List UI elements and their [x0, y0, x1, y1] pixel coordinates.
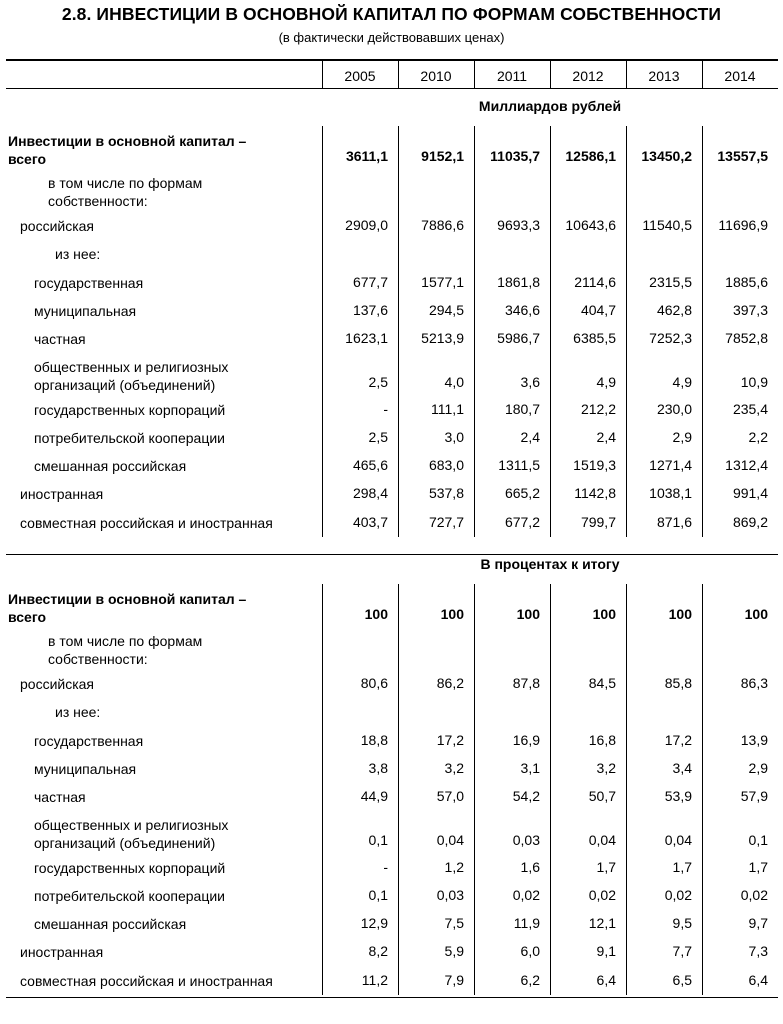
table-cell: 404,7 — [580, 301, 616, 318]
row-label — [34, 788, 86, 806]
table-cell: 16,8 — [588, 731, 616, 748]
row-label — [20, 943, 103, 961]
table-cell: 86,2 — [436, 675, 464, 691]
year-header: 2013 — [648, 68, 680, 84]
table-cell: 3,2 — [596, 759, 616, 776]
table-cell: 298,4 — [352, 485, 388, 502]
row-label-line: всего — [8, 151, 47, 167]
table-cell: 677,7 — [352, 273, 388, 290]
table-cell: 3,2 — [444, 759, 464, 776]
row-label-line: государственная — [34, 732, 144, 749]
table-cell: 6,2 — [520, 971, 540, 988]
table-cell: 0,1 — [748, 831, 768, 848]
table-cell: 5986,7 — [497, 330, 540, 347]
table-cell: 212,2 — [580, 400, 616, 417]
table-cell: 13,9 — [740, 731, 768, 748]
table-cell: 11,2 — [361, 971, 388, 988]
column-divider — [322, 126, 323, 537]
table-cell: 11696,9 — [718, 217, 768, 233]
table-cell: 1,7 — [672, 858, 692, 875]
row-label — [20, 485, 103, 503]
row-label-line: муниципальная — [34, 302, 137, 319]
table-cell: 235,4 — [732, 400, 768, 417]
table-cell: 2,5 — [368, 428, 388, 445]
table-cell: 7252,3 — [649, 330, 692, 347]
table-cell: 677,2 — [504, 513, 540, 530]
table-cell: 0,04 — [436, 831, 464, 848]
table-cell: 3,1 — [520, 759, 540, 776]
table-cell: 9,5 — [672, 915, 692, 932]
row-label — [20, 972, 273, 990]
row-label-line: Инвестиции в основной капитал – — [8, 133, 247, 149]
table-cell: 100 — [744, 606, 768, 622]
table-cell: 727,7 — [428, 513, 464, 530]
row-label-line: государственных корпораций — [34, 401, 226, 418]
table-cell: 6,4 — [596, 971, 616, 988]
table-cell: 0,02 — [588, 886, 616, 903]
table-cell: 2315,5 — [649, 273, 692, 290]
table-cell: 7852,8 — [725, 330, 768, 347]
row-label-line: совместная российская и иностранная — [20, 972, 273, 989]
table-cell: 1,6 — [520, 858, 540, 875]
table-cell: 403,7 — [352, 513, 388, 530]
row-label-line: организаций (объединений) — [34, 376, 216, 393]
row-label — [34, 816, 228, 852]
row-label — [34, 859, 225, 877]
row-label — [34, 732, 143, 750]
table-cell: 0,03 — [512, 831, 540, 848]
table-cell: 0,04 — [664, 831, 692, 848]
table-cell: 9,7 — [748, 915, 768, 932]
table-cell: 0,04 — [588, 831, 616, 848]
column-divider — [550, 126, 551, 537]
table-cell: 12,9 — [360, 915, 388, 932]
table-cell: 0,02 — [664, 886, 692, 903]
table-cell: 5213,9 — [421, 330, 464, 347]
table-title: 2.8. ИНВЕСТИЦИИ В ОСНОВНОЙ КАПИТАЛ ПО ФОРМАМ СОБСТВЕННОСТИ — [61, 4, 722, 24]
table-cell: 4,9 — [672, 373, 692, 390]
table-cell: 11035,7 — [490, 148, 540, 164]
row-label-line: смешанная российская — [34, 916, 187, 933]
table-cell: 0,02 — [740, 886, 768, 903]
row-label-line: Инвестиции в основной капитал – — [8, 591, 247, 607]
row-label — [55, 245, 100, 263]
table-cell: 1,7 — [596, 858, 616, 875]
column-divider — [702, 584, 703, 995]
table-cell: 11540,5 — [642, 217, 692, 233]
table-cell: 100 — [668, 606, 692, 622]
table-cell: 537,8 — [428, 485, 464, 502]
row-label-line: в том числе по формам — [48, 175, 203, 191]
row-label — [20, 217, 94, 235]
row-label — [34, 429, 225, 447]
table-cell: 100 — [364, 606, 388, 622]
year-header: 2014 — [724, 68, 756, 84]
table-cell: 2,4 — [596, 428, 616, 445]
table-cell: 799,7 — [580, 513, 616, 530]
table-cell: 871,6 — [656, 513, 692, 530]
table-cell: 0,1 — [368, 831, 388, 848]
row-label-line: иностранная — [20, 944, 104, 961]
table-cell: 7886,6 — [421, 217, 464, 233]
table-cell: 1,7 — [748, 858, 768, 875]
table-cell: 294,5 — [428, 301, 464, 318]
table-cell: 869,2 — [732, 513, 768, 530]
table-cell: 2,9 — [672, 428, 692, 445]
row-label — [34, 401, 225, 419]
table-cell: 85,8 — [664, 675, 692, 691]
table-cell: 9,1 — [596, 943, 616, 960]
table-cell: 1623,1 — [345, 330, 388, 347]
row-label-line: иностранная — [20, 486, 104, 503]
row-label-line: организаций (объединений) — [34, 834, 216, 851]
row-label — [34, 302, 136, 320]
row-label-line: собственности: — [48, 651, 148, 667]
column-divider — [702, 126, 703, 537]
table-cell: 10,9 — [740, 373, 768, 390]
row-label-line: муниципальная — [34, 760, 137, 777]
table-cell: 12586,1 — [565, 148, 616, 164]
row-label-line: частная — [34, 789, 86, 806]
row-label — [55, 703, 100, 721]
table-cell: 17,2 — [664, 731, 692, 748]
column-divider — [626, 584, 627, 995]
table-cell: 57,0 — [436, 788, 464, 805]
table-cell: 5,9 — [444, 943, 464, 960]
table-cell: 16,9 — [512, 731, 540, 748]
section-heading: Миллиардов рублей — [478, 98, 622, 114]
table-cell: 0,1 — [368, 886, 388, 903]
row-label — [34, 358, 228, 394]
table-cell: 230,0 — [656, 400, 692, 417]
table-cell: 0,03 — [436, 886, 464, 903]
column-divider — [398, 584, 399, 995]
column-divider — [474, 126, 475, 537]
table-cell: 2,5 — [368, 373, 388, 390]
table-cell: 462,8 — [656, 301, 692, 318]
table-cell: 9693,3 — [497, 217, 540, 233]
table-cell: 54,2 — [512, 788, 540, 805]
table-cell: 57,9 — [740, 788, 768, 805]
row-label — [48, 632, 202, 668]
year-header: 2005 — [344, 68, 376, 84]
table-cell: 3,4 — [672, 759, 692, 776]
table-rule — [6, 59, 778, 61]
table-cell: 6385,5 — [573, 330, 616, 347]
row-label — [8, 590, 246, 626]
year-header: 2010 — [420, 68, 452, 84]
table-cell: 7,7 — [672, 943, 692, 960]
row-label-line: из нее: — [55, 704, 101, 721]
row-label-line: частная — [34, 331, 86, 348]
column-divider — [550, 584, 551, 995]
table-cell: 10643,6 — [565, 217, 616, 233]
row-label — [20, 514, 273, 532]
table-cell: 53,9 — [664, 788, 692, 805]
table-cell: 84,5 — [588, 675, 616, 691]
column-divider — [626, 126, 627, 537]
table-cell: 4,9 — [596, 373, 616, 390]
row-label — [20, 675, 94, 693]
table-cell: 86,3 — [740, 675, 768, 691]
table-cell: 2909,0 — [345, 217, 388, 233]
row-label-line: смешанная российская — [34, 458, 187, 475]
row-label-line: общественных и религиозных — [34, 358, 229, 375]
row-label-line: из нее: — [55, 246, 101, 263]
row-label — [34, 887, 225, 905]
table-cell: 80,6 — [360, 675, 388, 691]
row-label-line: потребительской кооперации — [34, 887, 225, 904]
table-cell: 111,1 — [431, 400, 464, 417]
row-label — [34, 274, 143, 292]
table-cell: 100 — [440, 606, 464, 622]
row-label — [48, 174, 202, 210]
table-cell: 1519,3 — [573, 457, 616, 474]
row-label-line: всего — [8, 609, 47, 625]
table-cell: 1142,8 — [574, 485, 616, 502]
table-cell: 4,0 — [444, 373, 464, 390]
table-cell: 50,7 — [588, 788, 616, 805]
table-cell: 2114,6 — [574, 273, 616, 290]
table-cell: 11,9 — [513, 915, 540, 932]
column-divider — [398, 126, 399, 537]
table-cell: 8,2 — [368, 943, 388, 960]
row-label-line: общественных и религиозных — [34, 816, 229, 833]
table-cell: 6,4 — [748, 971, 768, 988]
table-rule — [6, 997, 778, 998]
table-cell: 100 — [592, 606, 616, 622]
table-cell: 1038,1 — [649, 485, 692, 502]
table-subtitle: (в фактически действовавших ценах) — [278, 30, 505, 45]
row-label-line: потребительской кооперации — [34, 429, 225, 446]
table-cell: 6,5 — [672, 971, 692, 988]
table-cell: 1311,5 — [498, 457, 540, 474]
table-cell: 6,0 — [520, 943, 540, 960]
table-cell: 2,2 — [748, 428, 768, 445]
section-heading: В процентах к итогу — [480, 556, 620, 572]
table-rule — [6, 554, 778, 555]
table-rule — [6, 88, 778, 89]
table-cell: 17,2 — [436, 731, 464, 748]
year-header: 2012 — [572, 68, 604, 84]
row-label — [8, 132, 246, 168]
table-cell: 12,1 — [588, 915, 616, 932]
table-cell: - — [383, 858, 388, 875]
table-cell: 137,6 — [352, 301, 388, 318]
table-cell: 7,3 — [748, 943, 768, 960]
table-cell: 683,0 — [428, 457, 464, 474]
row-label-line: в том числе по формам — [48, 633, 203, 649]
table-cell: 9152,1 — [421, 148, 464, 164]
year-header: 2011 — [496, 68, 528, 84]
row-label — [34, 760, 136, 778]
table-cell: 13450,2 — [641, 148, 692, 164]
table-cell: 87,8 — [512, 675, 540, 691]
row-label-line: российская — [20, 676, 95, 692]
table-cell: 3,6 — [520, 373, 540, 390]
table-cell: 1,2 — [444, 858, 464, 875]
table-cell: 465,6 — [352, 457, 388, 474]
table-cell: 1577,1 — [421, 273, 464, 290]
row-label-line: государственных корпораций — [34, 859, 226, 876]
table-cell: 1312,4 — [725, 457, 768, 474]
table-cell: 991,4 — [732, 485, 768, 502]
table-cell: 18,8 — [360, 731, 388, 748]
table-cell: 3,0 — [444, 428, 464, 445]
table-cell: 665,2 — [504, 485, 540, 502]
table-cell: 2,4 — [520, 428, 540, 445]
column-divider — [322, 584, 323, 995]
row-label-line: совместная российская и иностранная — [20, 514, 273, 531]
table-cell: 180,7 — [504, 400, 540, 417]
table-cell: 1861,8 — [497, 273, 540, 290]
row-label — [34, 915, 186, 933]
column-divider — [474, 584, 475, 995]
row-label-line: собственности: — [48, 193, 148, 209]
table-cell: 1885,6 — [725, 273, 768, 290]
table-cell: 7,9 — [444, 971, 464, 988]
table-cell: 0,02 — [512, 886, 540, 903]
table-cell: 44,9 — [360, 788, 388, 805]
table-cell: 3,8 — [368, 759, 388, 776]
row-label-line: государственная — [34, 274, 144, 291]
table-cell: 1271,4 — [649, 457, 692, 474]
table-cell: 3611,1 — [345, 148, 388, 164]
table-cell: 100 — [516, 606, 540, 622]
table-cell: - — [383, 400, 388, 417]
table-cell: 13557,5 — [717, 148, 768, 164]
table-cell: 397,3 — [732, 301, 768, 318]
row-label-line: российская — [20, 218, 95, 234]
table-cell: 346,6 — [504, 301, 540, 318]
table-cell: 2,9 — [748, 759, 768, 776]
row-label — [34, 457, 186, 475]
row-label — [34, 330, 86, 348]
table-cell: 7,5 — [444, 915, 464, 932]
